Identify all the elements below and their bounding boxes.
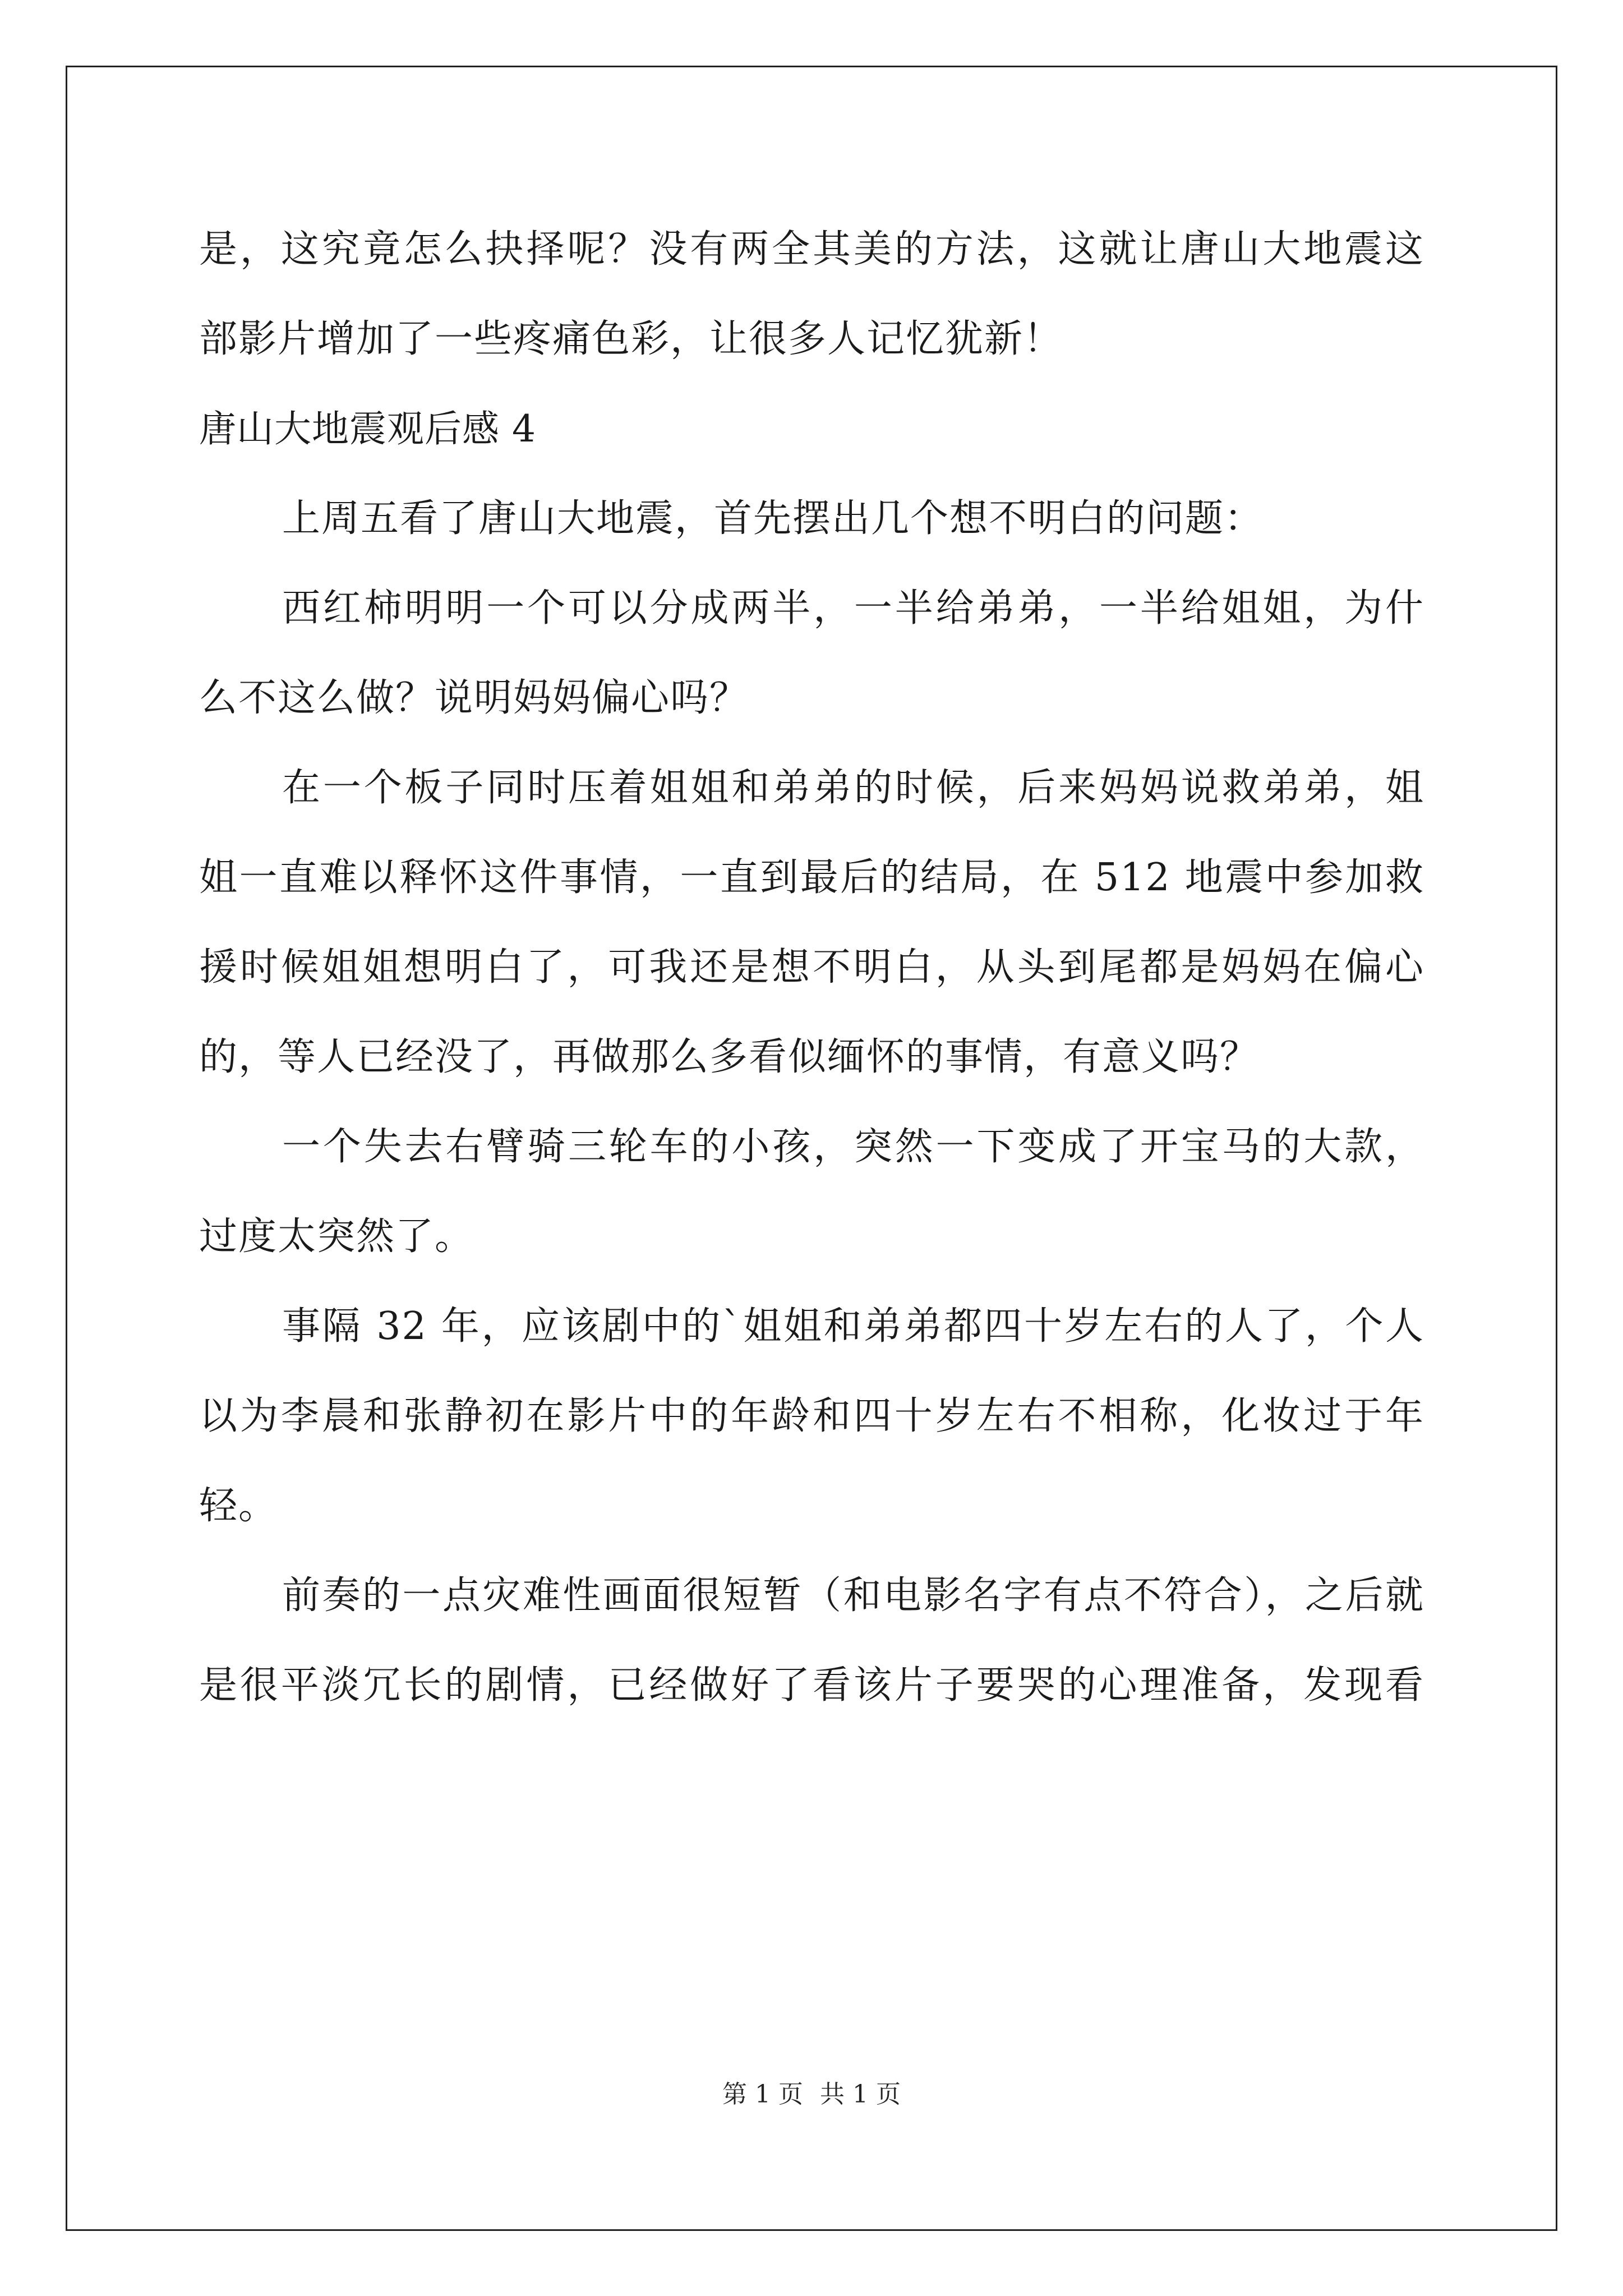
paragraph-line: 在一个板子同时压着姐姐和弟弟的时候，后来妈妈说救弟弟，姐 <box>282 766 1424 810</box>
paragraph-line: 轻。 <box>199 1484 278 1528</box>
paragraph-line: 的，等人已经没了，再做那么多看似缅怀的事情，有意义吗？ <box>199 1035 1260 1079</box>
paragraph-line: 是，这究竟怎么抉择呢？没有两全其美的方法，这就让唐山大地震这 <box>199 227 1424 272</box>
paragraph-line: 以为李晨和张静初在影片中的年龄和四十岁左右不相称，化妆过于年 <box>199 1394 1424 1438</box>
page-number-current: 第 1 页 <box>722 2080 803 2109</box>
paragraph-line: 部影片增加了一些疼痛色彩，让很多人记忆犹新！ <box>199 317 1063 361</box>
paragraph-line: 西红柿明明一个可以分成两半，一半给弟弟，一半给姐姐，为什 <box>282 586 1424 631</box>
page-number-total: 共 1 页 <box>820 2080 901 2109</box>
paragraph-line: 过度太突然了。 <box>199 1214 474 1259</box>
paragraph-line: 一个失去右臂骑三轮车的小孩，突然一下变成了开宝马的大款， <box>282 1125 1424 1169</box>
paragraph-line: 么不这么做？说明妈妈偏心吗？ <box>199 676 749 720</box>
paragraph-line: 事隔 32 年，应该剧中的`姐姐和弟弟都四十岁左右的人了，个人 <box>282 1304 1424 1349</box>
section-heading: 唐山大地震观后感 4 <box>199 407 536 450</box>
paragraph-line: 是很平淡冗长的剧情，已经做好了看该片子要哭的心理准备，发现看 <box>199 1663 1424 1708</box>
paragraph-line: 上周五看了唐山大地震，首先摆出几个想不明白的问题： <box>282 496 1264 541</box>
paragraph-line: 姐一直难以释怀这件事情，一直到最后的结局，在 512 地震中参加救 <box>199 855 1424 900</box>
paragraph-line: 援时候姐姐想明白了，可我还是想不明白，从头到尾都是妈妈在偏心 <box>199 945 1424 990</box>
page-footer <box>0 2078 1623 2111</box>
paragraph-line: 前奏的一点灾难性画面很短暂（和电影名字有点不符合），之后就 <box>282 1573 1424 1618</box>
